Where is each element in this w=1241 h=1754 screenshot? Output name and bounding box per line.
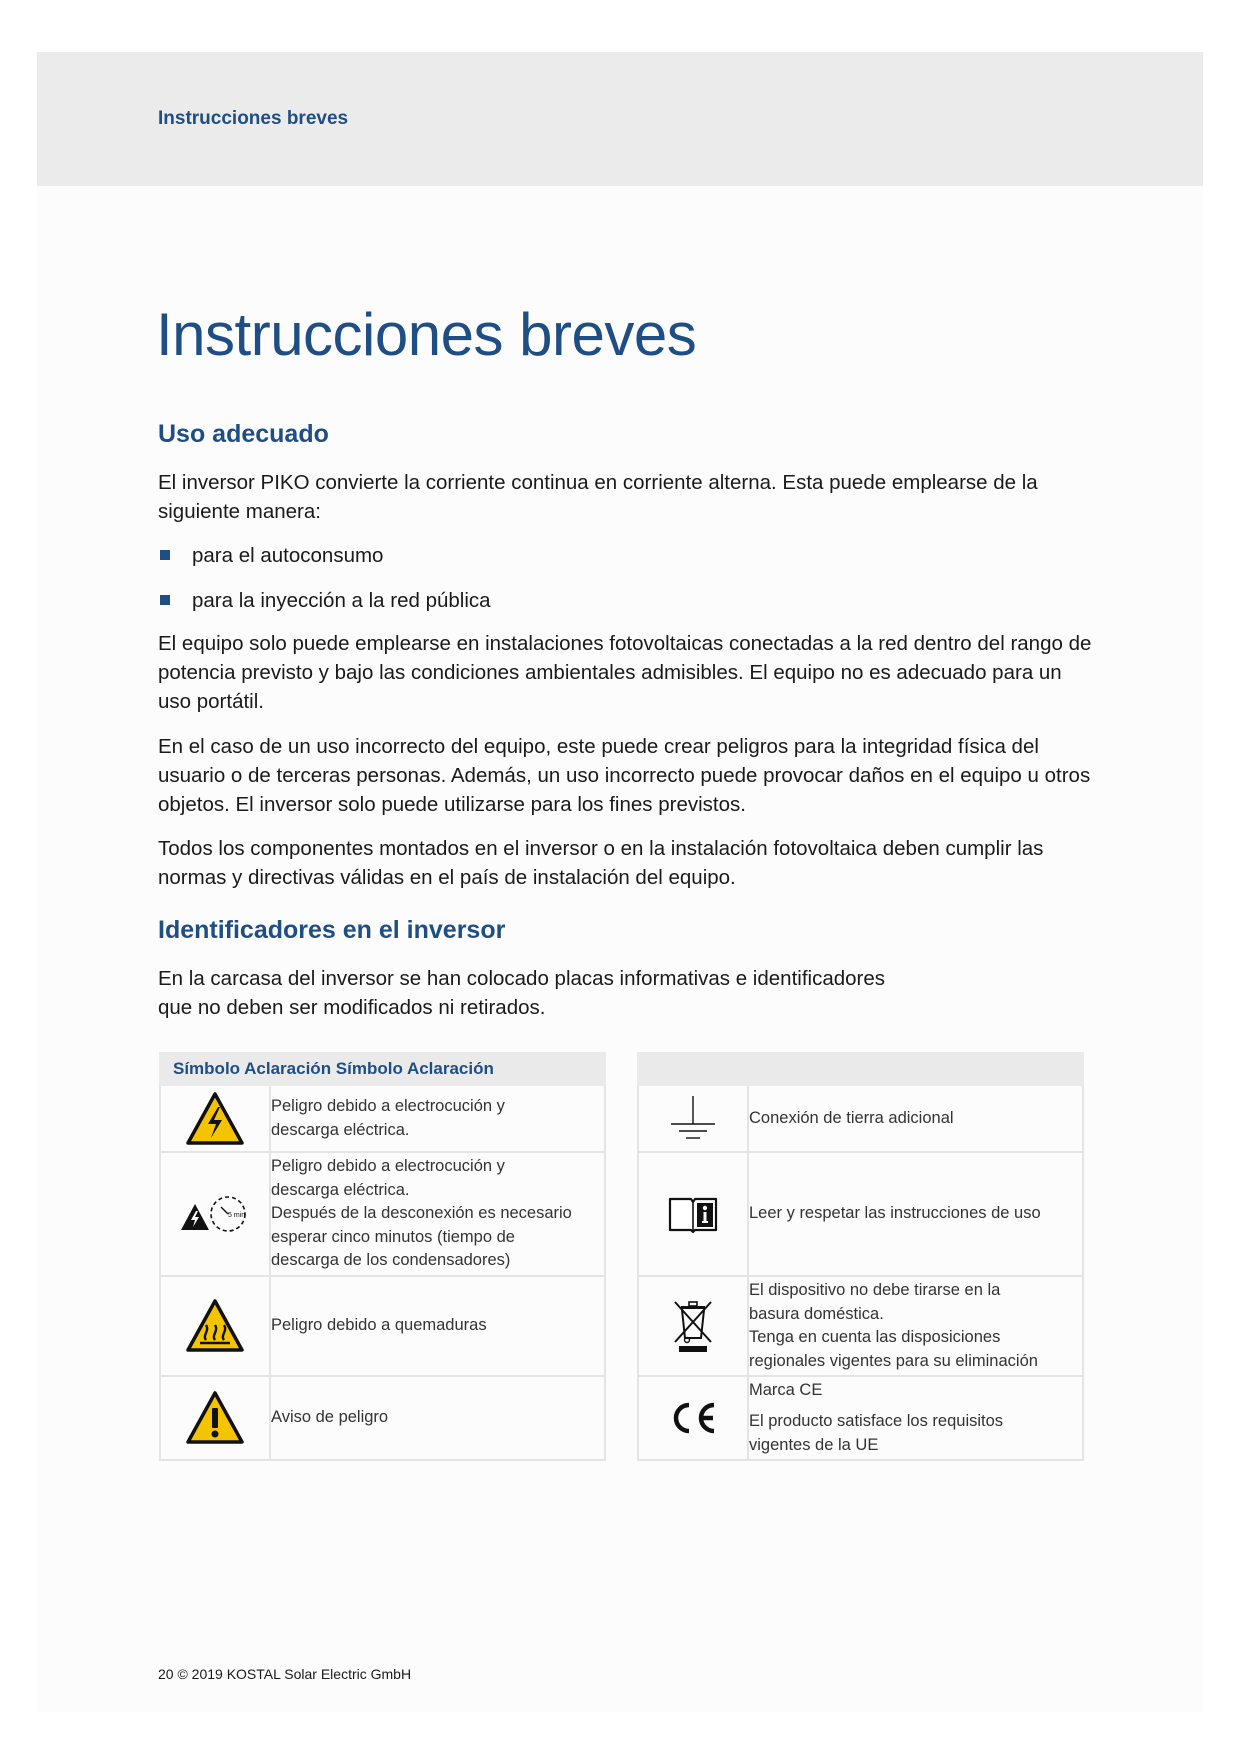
section-heading-identificadores: Identificadores en el inversor <box>158 916 506 944</box>
ground-connection-icon <box>665 1094 721 1144</box>
table-header-row <box>160 1053 605 1085</box>
page-title: Instrucciones breves <box>156 301 697 368</box>
table-row: Aviso de peligro <box>160 1376 605 1460</box>
svg-text:5 min: 5 min <box>228 1212 246 1219</box>
bullet-square-icon <box>160 595 170 605</box>
table-row: Leer y respetar las instrucciones de uso <box>638 1152 1083 1276</box>
paragraph: El inversor PIKO convierte la corriente continua en corriente alterna. Esta puede emplearse de la siguiente manera: <box>158 471 1038 523</box>
page-footer: 20 © 2019 KOSTAL Solar Electric GmbH <box>158 1666 412 1682</box>
paragraph: En la carcasa del inversor se han colocado placas informativas e identificadores que no deben ser modificados ni retirados. <box>158 967 885 1019</box>
general-warning-icon <box>185 1390 245 1446</box>
weee-bin-icon <box>671 1298 715 1354</box>
paragraph: En el caso de un uso incorrecto del equipo, este puede crear peligros para la integridad física del usuario o de terceras personas. Además, un uso incorrecto puede provocar daños en el equipo u otros objetos. El inversor solo puede utilizarse para los fines previstos. <box>158 735 1091 816</box>
electric-shock-5min-icon <box>181 1190 249 1238</box>
table-header: Símbolo Aclaración Símbolo Aclaración <box>173 1059 494 1078</box>
symbol-table-left <box>159 1052 606 1461</box>
table-row: Conexión de tierra adicional <box>638 1085 1083 1152</box>
bullet-square-icon <box>160 550 170 560</box>
paragraph: El equipo solo puede emplearse en instalaciones fotovoltaicas conectadas a la red dentro del rango de potencia previsto y bajo las condiciones ambientales admisibles. El equipo no es adecuado para un uso portátil. <box>158 632 1092 713</box>
symbol-table-right <box>637 1052 1084 1461</box>
ce-mark-icon <box>668 1400 718 1436</box>
paragraph: Todos los componentes montados en el inversor o en la instalación fotovoltaica deben cumplir las normas y directivas válidas en el país de instalación del equipo. <box>158 837 1044 889</box>
table-row: El dispositivo no debe tirarse en la basura doméstica. Tenga en cuenta las disposiciones regionales vigentes para su eliminación <box>638 1276 1083 1376</box>
table-row: Marca CE El producto satisface los requisitos vigentes de la UE <box>638 1376 1083 1460</box>
table-row: 5 min Peligro debido a electrocución y descarga eléctrica. Después de la desconexión es necesario esperar cinco minutos (tiempo de descarga de los condensadores) <box>160 1152 605 1276</box>
section-heading-uso: Uso adecuado <box>158 420 329 448</box>
table-row: Peligro debido a electrocución y descarga eléctrica. <box>160 1085 605 1152</box>
electric-shock-warning-icon <box>185 1091 245 1147</box>
hot-surface-warning-icon <box>185 1298 245 1354</box>
read-manual-icon <box>667 1194 719 1234</box>
header-label: Instrucciones breves <box>158 108 349 129</box>
table-header-row <box>638 1053 1083 1085</box>
table-row: Peligro debido a quemaduras <box>160 1276 605 1376</box>
